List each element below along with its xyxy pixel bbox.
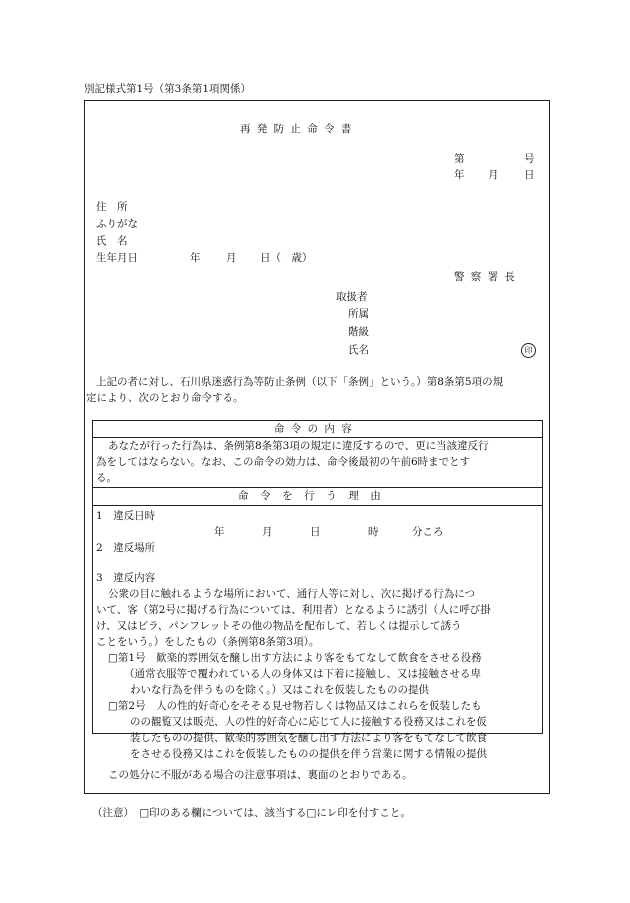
handler-label: 取扱者 — [336, 291, 368, 303]
violation-year: 年 — [214, 526, 225, 538]
divider — [92, 487, 543, 488]
violation-place-label: 2 違反場所 — [96, 542, 156, 554]
furigana-label: ふりがな — [96, 218, 138, 230]
birthdate-label: 生年月日 — [96, 252, 138, 264]
number-suffix: 号 — [524, 153, 535, 165]
option-2-line-3: 装したものの提供、歓楽的雰囲気を醸し出す方法により客をもてなして飲食 — [130, 732, 487, 744]
intro-line-2: 定により、次のとおり命令する。 — [86, 392, 244, 404]
violation-content-label: 3 違反内容 — [96, 572, 156, 584]
option-1-checkbox-line[interactable]: □第1号 歓楽的雰囲気を醸し出す方法により客をもてなして飲食をさせる役務 — [108, 652, 482, 664]
footnote: （注意） □印のある欄については、該当する□にレ印を付すこと。 — [92, 807, 411, 819]
order-line-3: る。 — [96, 472, 117, 484]
order-header: 命令の内容 — [274, 423, 358, 435]
violation-day: 日 — [310, 526, 321, 538]
option-2-checkbox-line[interactable]: □第2号 人の性的好奇心をそそる見せ物若しくは物品又はこれらを仮装したも — [108, 700, 482, 712]
order-line-2: 為をしてはならない。なお、この命令の効力は、命令後最初の午前6時までとす — [96, 456, 471, 468]
handler-name: 氏名 — [348, 344, 369, 356]
name-label: 氏 名 — [96, 235, 128, 247]
seal-mark: 印 — [521, 343, 536, 358]
option-1-line-2: （通常衣服等で覆われている人の身体又は下着に接触し、又は接触させる卑 — [124, 668, 481, 680]
address-label: 住 所 — [96, 201, 128, 213]
order-line-1: あなたが行った行為は、条例第8条第3項の規定に違反するので、更に当該違反行 — [108, 440, 489, 452]
violation-minute: 分ころ — [412, 526, 444, 538]
intro-line-1: 上記の者に対し、石川県迷惑行為等防止条例（以下「条例」という。）第8条第5項の規 — [96, 376, 504, 388]
birth-month: 月 — [226, 252, 237, 264]
option-2-line-2: のの観覧又は販売、人の性的好奇心に応じて人に接触する役務又はこれを仮 — [130, 716, 487, 728]
date-year: 年 — [454, 169, 465, 181]
birth-day-age: 日（ 歳） — [260, 252, 313, 264]
handler-rank: 階級 — [348, 326, 369, 338]
content-line-3: け、又はビラ、パンフレットその他の物品を配布して、若しくは提示して誘う — [96, 620, 462, 632]
violation-hour: 時 — [368, 526, 379, 538]
number-prefix: 第 — [454, 153, 465, 165]
appeal-notice: この処分に不服がある場合の注意事項は、裏面のとおりである。 — [108, 769, 413, 781]
handler-affiliation: 所属 — [348, 308, 369, 320]
content-line-4: ことをいう。）をしたもの（条例第8条第3項）。 — [96, 636, 320, 648]
divider — [92, 505, 543, 506]
divider — [92, 437, 543, 438]
birth-year: 年 — [190, 252, 201, 264]
date-day: 日 — [524, 169, 535, 181]
form-reference: 別記様式第1号（第3条第1項関係） — [84, 83, 252, 95]
violation-datetime-label: 1 違反日時 — [96, 510, 156, 522]
option-1-line-3: わいな行為を伴うものを除く。）又はこれを仮装したものの提供 — [130, 684, 430, 696]
date-month: 月 — [488, 169, 499, 181]
option-2-line-4: をさせる役務又はこれを仮装したものの提供を伴う営業に関する情報の提供 — [130, 748, 487, 760]
content-line-1: 公衆の目に触れるような場所において、通行人等に対し、次に掲げる行為につ — [108, 588, 476, 600]
violation-month: 月 — [262, 526, 273, 538]
content-line-2: いて、客（第2号に掲げる行為については、利用者）となるように誘引（人に呼び掛 — [96, 604, 491, 616]
issuer-title: 警察署長 — [454, 271, 522, 283]
reason-header: 命令を行う理由 — [238, 490, 393, 502]
document-title: 再発防止命令書 — [240, 123, 358, 135]
